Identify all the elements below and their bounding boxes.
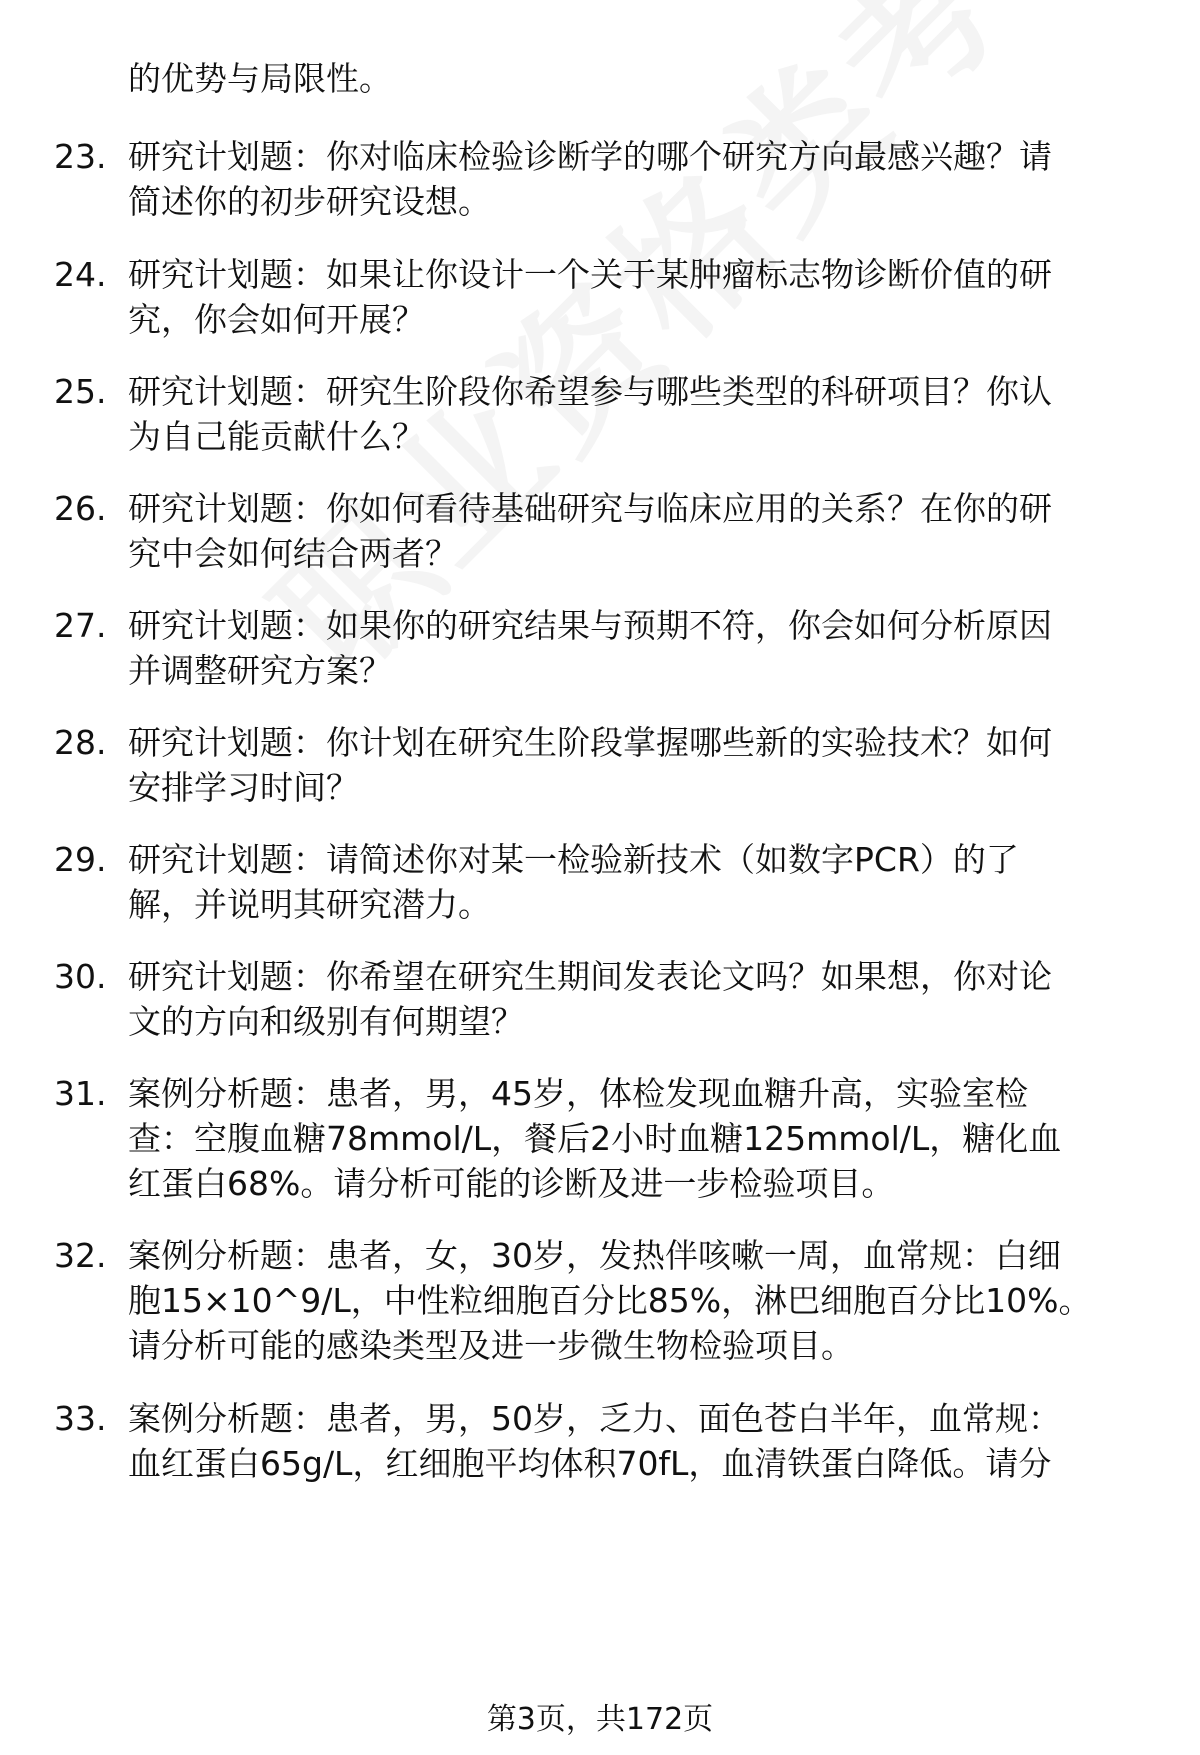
question-number: 29. (54, 840, 107, 879)
question-number: 33. (54, 1399, 107, 1438)
question-number: 25. (54, 372, 107, 411)
question-text: 案例分析题：患者，男，50岁，乏力、面色苍白半年，血常规： 血红蛋白65g/L，红细胞平均体积70fL，血清铁蛋白降低。请分 (128, 1399, 1061, 1483)
question-number: 28. (54, 723, 107, 762)
page-footer: 第3页，共172页 (486, 1702, 714, 1737)
question-text: 案例分析题：患者，女，30岁，发热伴咳嗽一周，血常规：白细 胞15×10^9/L，中性粒细胞百分比85%，淋巴细胞百分比10%。 请分析可能的感染类型及进一步微生物检验项目。 (128, 1236, 1092, 1365)
question-text: 案例分析题：患者，男，45岁，体检发现血糖升高，实验室检 查：空腹血糖78mmol/L，餐后2小时血糖125mmol/L，糖化血 红蛋白68%。请分析可能的诊断及进一步检验项目。 (128, 1074, 1062, 1203)
question-text: 研究计划题：你计划在研究生阶段掌握哪些新的实验技术？如何 安排学习时间？ (128, 723, 1052, 807)
question-text: 研究计划题：如果让你设计一个关于某肿瘤标志物诊断价值的研 究，你会如何开展？ (128, 255, 1052, 339)
question-text: 研究计划题：请简述你对某一检验新技术（如数字PCR）的了 解，并说明其研究潜力。 (128, 840, 1019, 924)
question-number: 26. (54, 489, 107, 528)
question-number: 30. (54, 957, 107, 996)
question-number: 23. (54, 137, 107, 176)
question-text: 研究计划题：你对临床检验诊断学的哪个研究方向最感兴趣？请 简述你的初步研究设想。 (128, 137, 1052, 221)
question-text: 研究计划题：如果你的研究结果与预期不符，你会如何分析原因 并调整研究方案？ (128, 606, 1052, 690)
question-text: 研究计划题：研究生阶段你希望参与哪些类型的科研项目？你认 为自己能贡献什么？ (128, 372, 1052, 456)
question-number: 24. (54, 255, 107, 294)
question-number: 32. (54, 1236, 107, 1275)
question-text: 研究计划题：你如何看待基础研究与临床应用的关系？在你的研 究中会如何结合两者？ (128, 489, 1052, 573)
question-text: 研究计划题：你希望在研究生期间发表论文吗？如果想，你对论 文的方向和级别有何期望？ (128, 957, 1052, 1041)
continued-text: 的优势与局限性。 (128, 59, 392, 98)
question-number: 27. (54, 606, 107, 645)
question-number: 31. (54, 1074, 107, 1113)
